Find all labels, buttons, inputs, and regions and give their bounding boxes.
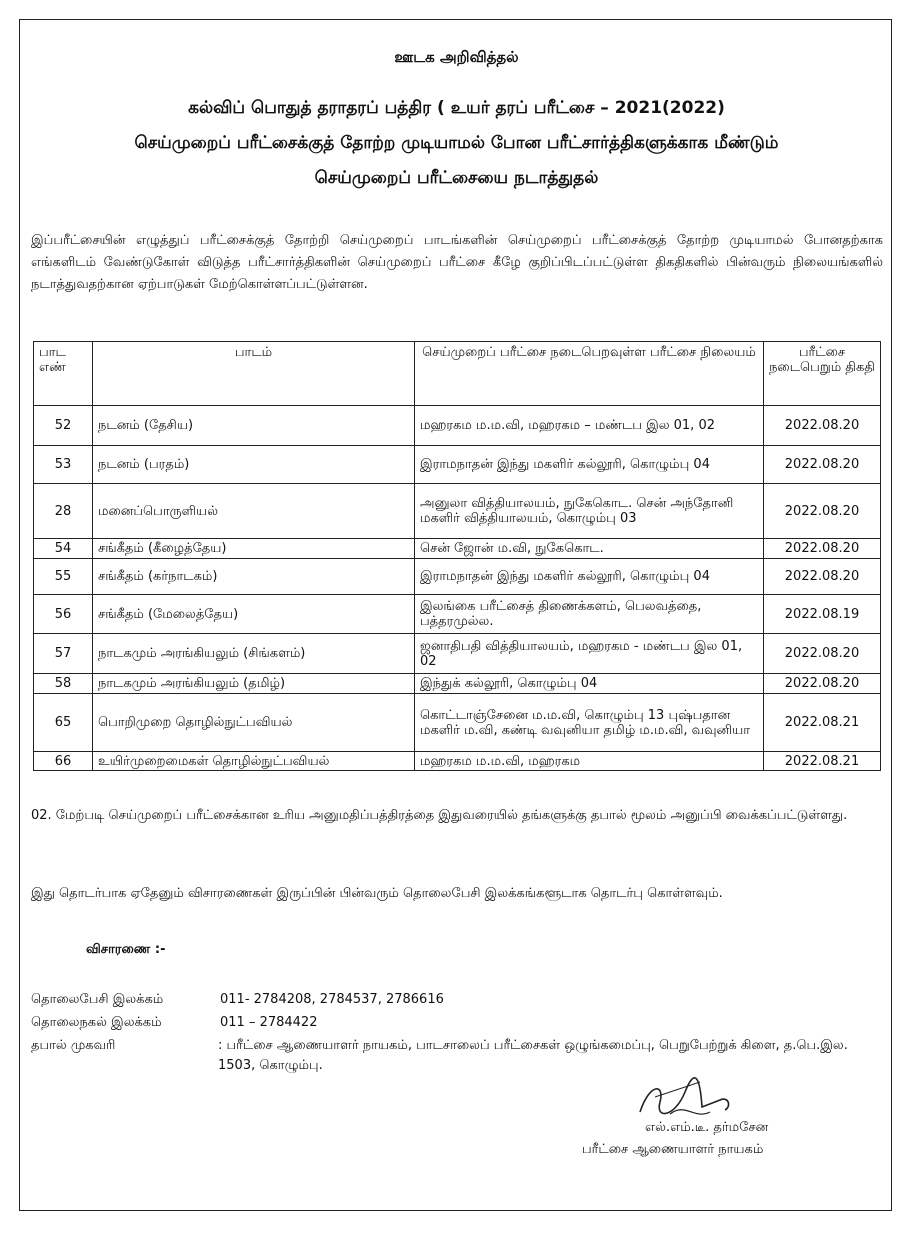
title-line-1: கல்விப் பொதுத் தராதரப் பத்திர ( உயர் தரப் பரீட்சை – 2021(2022) (188, 98, 725, 118)
enquiries-label: விசாரணை :- (86, 942, 166, 957)
header-date: பரீட்சை நடைபெறும் திகதி (764, 342, 881, 406)
date-cell: 2022.08.21 (764, 752, 881, 771)
date-cell: 2022.08.20 (764, 634, 881, 674)
subject-cell: சங்கீதம் (கர்நாடகம்) (93, 559, 415, 595)
table-header-row (34, 342, 881, 406)
subject-no-cell: 66 (34, 752, 93, 771)
centre-cell: இந்துக் கல்லூரி, கொழும்பு 04 (415, 674, 764, 694)
centre-cell: இராமநாதன் இந்து மகளிர் கல்லூரி, கொழும்பு 04 (415, 446, 764, 484)
intro-paragraph: இப்பரீட்சையின் எழுத்துப் பரீட்சைக்குத் தோற்றி செய்முறைப் பாடங்களின் செய்முறைப் பரீட்சைக்குத் தோற்ற முடியாமல் போனதற்காக எங்களிடம் வேண்டுகோள் விடுத்த பரீட்சார்த்திகளின் செய்முறைப் பரீட்சை கீழே குறிப்பிடப்பட்டுள்ள திகதிகளில் பின்வரும் நிலையங்களில் நடாத்துவதற்கான ஏற்பாடுகள் மேற்கொள்ளப்பட்டுள்ளன. (31, 233, 883, 292)
subject-cell: நடனம் (பரதம்) (93, 446, 415, 484)
table-row (34, 446, 881, 484)
phone-value: 011- 2784208, 2784537, 2786616 (220, 992, 444, 1007)
signatory-designation: பரீட்சை ஆணையாளர் நாயகம் (582, 1142, 764, 1157)
date-cell: 2022.08.20 (764, 446, 881, 484)
subject-no-cell: 53 (34, 446, 93, 484)
header-subject: பாடம் (93, 342, 415, 406)
practical-exam-table (33, 341, 881, 771)
date-cell: 2022.08.20 (764, 559, 881, 595)
subject-cell: உயிர்முறைமைகள் தொழில்நுட்பவியல் (93, 752, 415, 771)
fax-label: தொலைநகல் இலக்கம் (31, 1015, 162, 1030)
date-cell: 2022.08.20 (764, 674, 881, 694)
centre-cell: சென் ஜோன் ம.வி, நுகேகொட. (415, 539, 764, 559)
subject-no-cell: 58 (34, 674, 93, 694)
subject-cell: பொறிமுறை தொழில்நுட்பவியல் (93, 694, 415, 752)
date-cell: 2022.08.21 (764, 694, 881, 752)
centre-cell: இலங்கை பரீட்சைத் திணைக்களம், பெலவத்தை, பத்தரமுல்ல. (415, 595, 764, 634)
fax-value: 011 – 2784422 (220, 1015, 318, 1030)
subject-cell: நாடகமும் அரங்கியலும் (தமிழ்) (93, 674, 415, 694)
subject-no-cell: 54 (34, 539, 93, 559)
table-row (34, 694, 881, 752)
subject-cell: சங்கீதம் (மேலைத்தேய) (93, 595, 415, 634)
document-page (19, 19, 892, 1211)
admission-paragraph: 02. மேற்படி செய்முறைப் பரீட்சைக்கான உரிய அனுமதிப்பத்திரத்தை இதுவரையில் தங்களுக்கு தபால் மூலம் அனுப்பி வைக்கப்பட்டுள்ளது. (31, 808, 848, 823)
subject-no-cell: 28 (34, 484, 93, 539)
subject-cell: மனைப்பொருளியல் (93, 484, 415, 539)
title-line-3: செய்முறைப் பரீட்சையை நடாத்துதல் (314, 168, 599, 188)
table-row (34, 406, 881, 446)
address-label: தபால் முகவரி (31, 1038, 116, 1053)
centre-cell: இராமநாதன் இந்து மகளிர் கல்லூரி, கொழும்பு 04 (415, 559, 764, 595)
centre-cell: மஹரகம ம.ம.வி, மஹரகம – மண்டப இல 01, 02 (415, 406, 764, 446)
contact-paragraph: இது தொடர்பாக ஏதேனும் விசாரணைகள் இருப்பின் பின்வரும் தொலைபேசி இலக்கங்களூடாக தொடர்பு கொள்ளவும். (31, 886, 723, 901)
header-subject-no: பாட எண் (34, 342, 93, 406)
centre-cell: அனுலா வித்தியாலயம், நுகேகொட. சென் அந்தோனி மகளிர் வித்தியாலயம், கொழும்பு 03 (415, 484, 764, 539)
table-row (34, 539, 881, 559)
table-row (34, 484, 881, 539)
phone-label: தொலைபேசி இலக்கம் (31, 992, 164, 1007)
table-row (34, 559, 881, 595)
centre-cell: ஜனாதிபதி வித்தியாலயம், மஹரகம - மண்டப இல 01, 02 (415, 634, 764, 674)
signatory-name: எல்.எம்.டீ. தர்மசேன (645, 1120, 769, 1135)
date-cell: 2022.08.19 (764, 595, 881, 634)
subject-no-cell: 55 (34, 559, 93, 595)
centre-cell: கொட்டாஞ்சேனை ம.ம.வி, கொழும்பு 13 புஷ்பதான மகளிர் ம.வி, கண்டி வவுனியா தமிழ் ம.ம.வி, வவுனியா (415, 694, 764, 752)
subject-cell: நடனம் (தேசிய) (93, 406, 415, 446)
date-cell: 2022.08.20 (764, 539, 881, 559)
subject-no-cell: 52 (34, 406, 93, 446)
table-row (34, 674, 881, 694)
centre-cell: மஹரகம ம.ம.வி, மஹரகம (415, 752, 764, 771)
subject-no-cell: 56 (34, 595, 93, 634)
address-value: : பரீட்சை ஆணையாளர் நாயகம், பாடசாலைப் பரீட்சைகள் ஒழுங்கமைப்பு, பெறுபேற்றுக் கிளை, த.பெ.இல. 1503, கொழும்பு. (218, 1038, 848, 1073)
table-row (34, 752, 881, 771)
date-cell: 2022.08.20 (764, 406, 881, 446)
header-centre: செய்முறைப் பரீட்சை நடைபெறவுள்ள பரீட்சை நிலையம் (415, 342, 764, 406)
media-notice-heading: ஊடக அறிவித்தல் (394, 48, 519, 66)
table-row (34, 634, 881, 674)
subject-no-cell: 65 (34, 694, 93, 752)
subject-no-cell: 57 (34, 634, 93, 674)
date-cell: 2022.08.20 (764, 484, 881, 539)
subject-cell: சங்கீதம் (கீழைத்தேய) (93, 539, 415, 559)
table-row (34, 595, 881, 634)
subject-cell: நாடகமும் அரங்கியலும் (சிங்களம்) (93, 634, 415, 674)
title-line-2: செய்முறைப் பரீட்சைக்குத் தோற்ற முடியாமல் போன பரீட்சார்த்திகளுக்காக மீண்டும் (134, 133, 779, 153)
